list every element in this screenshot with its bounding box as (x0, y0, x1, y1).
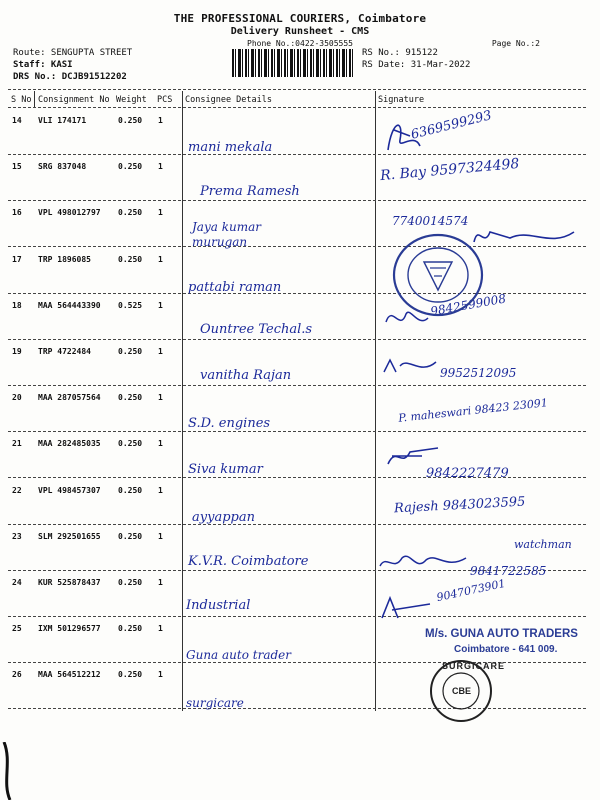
row-consignment-number: SRG 837048 (38, 162, 87, 171)
header-rule-top (8, 89, 586, 90)
row-consignment-number: KUR 525878437 (38, 578, 101, 587)
signature-scribble (378, 590, 438, 624)
row-consignment-number: VLI 174171 (38, 116, 87, 125)
row-pcs: 1 (158, 255, 163, 264)
signature-scribble (382, 442, 442, 470)
col-sno: S No (11, 95, 32, 105)
row-weight: 0.250 (118, 532, 143, 541)
row-weight: 0.250 (118, 439, 143, 448)
row-consignment-number: MAA 564512212 (38, 670, 101, 679)
handwritten-signature: 6369599293 (409, 108, 494, 143)
row-sno: 23 (12, 532, 22, 541)
row-weight: 0.250 (118, 393, 143, 402)
row-consignment-number: TRP 1896085 (38, 255, 91, 264)
row-sno: 16 (12, 208, 22, 217)
row-separator (8, 616, 586, 617)
paper-edge-mark (2, 742, 12, 800)
row-pcs: 1 (158, 301, 163, 310)
row-weight: 0.250 (118, 486, 143, 495)
row-weight: 0.250 (118, 208, 143, 217)
handwritten-consignee: Ountree Techal.s (200, 322, 313, 337)
handwritten-consignee: mani mekala (188, 140, 273, 155)
row-consignment-number: MAA 287057564 (38, 393, 101, 402)
handwritten-consignee: Jaya kumar murugan (192, 220, 261, 249)
row-separator (8, 708, 586, 709)
row-weight: 0.525 (118, 301, 143, 310)
row-weight: 0.250 (118, 670, 143, 679)
row-pcs: 1 (158, 578, 163, 587)
row-pcs: 1 (158, 162, 163, 171)
row-weight: 0.250 (118, 116, 143, 125)
handwritten-consignee: vanitha Rajan (200, 368, 292, 383)
guna-stamp-name: M/s. GUNA AUTO TRADERS (425, 628, 578, 640)
row-consignment-number: VPL 498012797 (38, 208, 101, 217)
guna-stamp-city: Coimbatore - 641 009. (454, 644, 558, 655)
handwritten-consignee: Industrial (186, 598, 251, 613)
row-sno: 19 (12, 347, 22, 356)
row-weight: 0.250 (118, 347, 143, 356)
phone-number: Phone No.:0422-3505555 (247, 39, 353, 48)
row-pcs: 1 (158, 670, 163, 679)
row-weight: 0.250 (118, 578, 143, 587)
page-number: Page No.:2 (491, 39, 540, 48)
drs-label: DRS No.: DCJB91512202 (13, 72, 127, 82)
signature-scribble (380, 110, 430, 156)
row-pcs: 1 (158, 624, 163, 633)
handwritten-signature: P. maheswari 98423 23091 (397, 396, 549, 425)
handwritten-signature: R. Bay 9597324498 (379, 155, 520, 185)
surgicare-stamp-city: CBE (452, 686, 472, 696)
row-separator (8, 385, 586, 386)
col-divider (182, 91, 183, 711)
handwritten-consignee: Guna auto trader (186, 648, 291, 662)
office-seal-stamp (390, 232, 486, 318)
row-sno: 14 (12, 116, 22, 125)
row-consignment-number: IXM 501296577 (38, 624, 101, 633)
row-sno: 17 (12, 255, 22, 264)
row-weight: 0.250 (118, 624, 143, 633)
col-consignee: Consignee Details (185, 95, 272, 105)
runsheet-subtitle: Delivery Runsheet - CMS (230, 26, 370, 37)
row-consignment-number: SLM 292501655 (38, 532, 101, 541)
row-sno: 26 (12, 670, 22, 679)
col-divider (375, 91, 376, 711)
rs-date: RS Date: 31-Mar-2022 (362, 60, 471, 70)
signature-scribble (376, 548, 472, 576)
row-consignment-number: TRP 4722484 (38, 347, 91, 356)
col-divider (34, 91, 35, 107)
barcode (232, 49, 354, 77)
row-pcs: 1 (158, 208, 163, 217)
row-sno: 25 (12, 624, 22, 633)
row-separator (8, 339, 586, 340)
row-sno: 15 (12, 162, 22, 171)
row-separator (8, 154, 586, 155)
handwritten-signature: 9842227479 (426, 466, 509, 481)
company-title: THE PROFESSIONAL COURIERS, Coimbatore (173, 12, 427, 25)
row-consignment-number: MAA 282485035 (38, 439, 101, 448)
handwritten-signature: 9841722585 (470, 564, 547, 578)
row-weight: 0.250 (118, 255, 143, 264)
handwritten-consignee: pattabi raman (188, 280, 282, 295)
row-pcs: 1 (158, 393, 163, 402)
handwritten-consignee: S.D. engines (188, 416, 271, 431)
col-signature: Signature (378, 95, 425, 105)
handwritten-signature: 9842599008 (429, 291, 507, 319)
handwritten-signature: Rajesh 9843023595 (393, 494, 526, 517)
handwritten-consignee: surgicare (186, 696, 244, 710)
col-weight: Weight (116, 95, 147, 105)
row-pcs: 1 (158, 486, 163, 495)
handwritten-signature: 9047073901 (435, 576, 507, 605)
surgicare-stamp-name: SURGICARE (442, 661, 506, 671)
row-sno: 20 (12, 393, 22, 402)
signature-scribble (470, 218, 580, 254)
row-separator (8, 431, 586, 432)
row-separator (8, 524, 586, 525)
row-consignment-number: VPL 498457307 (38, 486, 101, 495)
header-rule-bottom (8, 107, 586, 108)
handwritten-consignee: Siva kumar (188, 462, 263, 477)
col-consignment: Consignment No (38, 95, 110, 105)
handwritten-consignee: Prema Ramesh (200, 184, 300, 199)
rs-number: RS No.: 915122 (362, 48, 438, 58)
handwritten-signature: watchman (514, 538, 572, 551)
row-consignment-number: MAA 564443390 (38, 301, 101, 310)
col-pcs: PCS (157, 95, 173, 105)
handwritten-signature: 7740014574 (392, 214, 469, 228)
staff-label: Staff: KASI (13, 60, 73, 70)
handwritten-signature: 9952512095 (440, 366, 517, 380)
row-sno: 24 (12, 578, 22, 587)
row-pcs: 1 (158, 116, 163, 125)
row-sno: 18 (12, 301, 22, 310)
row-weight: 0.250 (118, 162, 143, 171)
signature-scribble (380, 354, 440, 380)
handwritten-consignee: ayyappan (192, 510, 255, 525)
row-sno: 22 (12, 486, 22, 495)
row-pcs: 1 (158, 347, 163, 356)
row-sno: 21 (12, 439, 22, 448)
row-pcs: 1 (158, 439, 163, 448)
route-label: Route: SENGUPTA STREET (13, 48, 133, 58)
row-pcs: 1 (158, 532, 163, 541)
row-separator (8, 200, 586, 201)
handwritten-consignee: K.V.R. Coimbatore (188, 554, 309, 569)
